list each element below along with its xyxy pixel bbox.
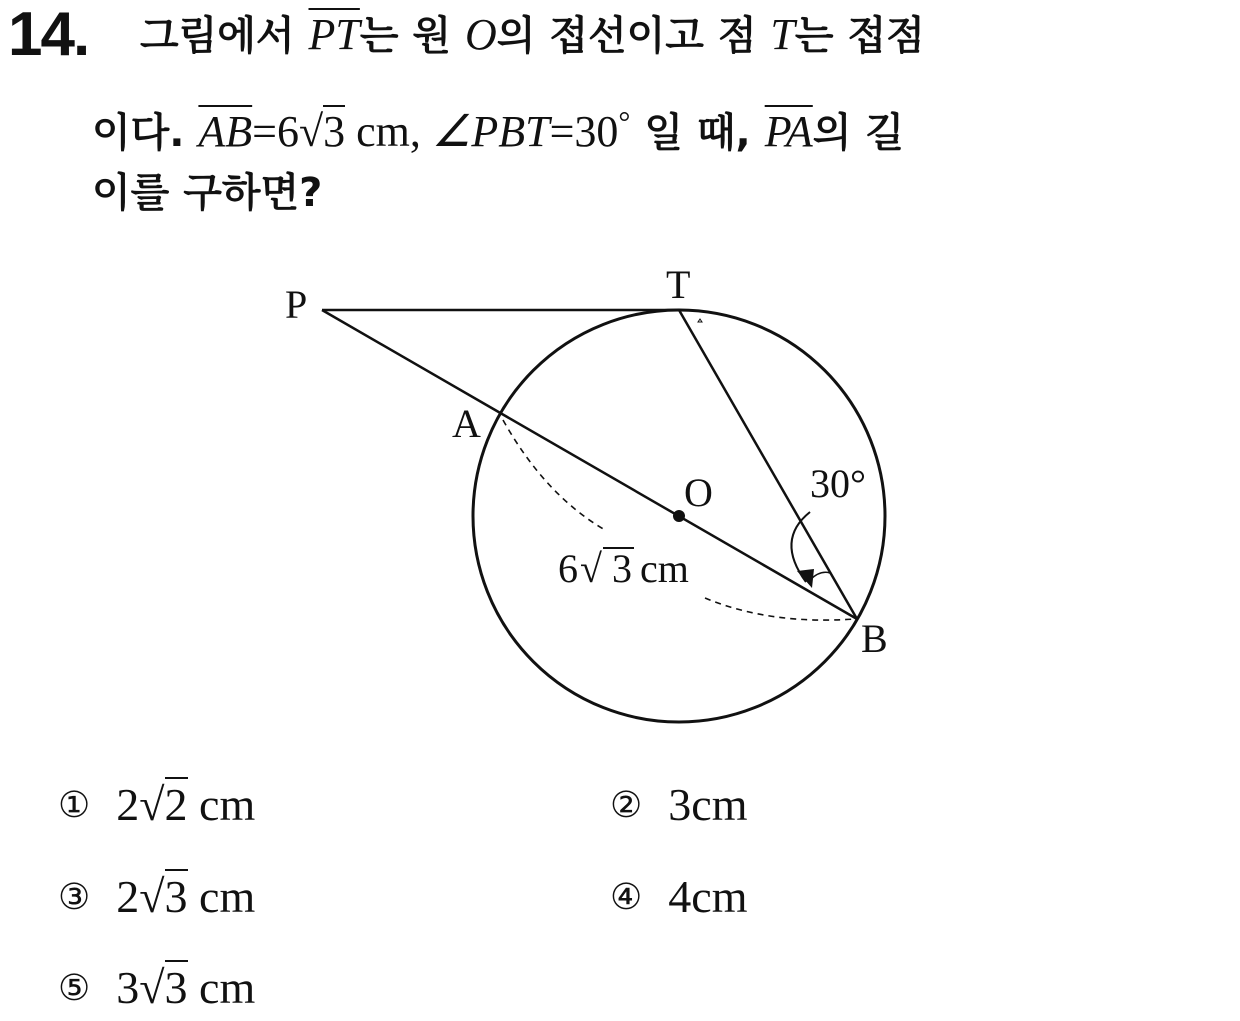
sqrt-radicand: 3 (164, 962, 188, 1013)
option-2[interactable] (610, 780, 747, 831)
sqrt-sign: √ (139, 779, 165, 830)
segment-pt: $\overline{PT}$ (308, 10, 360, 59)
option-5[interactable] (58, 963, 255, 1014)
point-t-label: T (770, 10, 795, 59)
option-coeff: 4 (668, 871, 692, 922)
sqrt-sign: √ (299, 107, 324, 156)
option-1[interactable] (58, 780, 255, 831)
question-text-segment: 는 원 (359, 13, 465, 59)
question-text-segment: 의 길 (812, 110, 904, 156)
sqrt-radicand: 3 (323, 107, 346, 156)
segment-pa: $\overline{PA}$ (764, 107, 813, 156)
dimension-arc-lower (705, 598, 855, 620)
option-number: ⑤ (58, 968, 91, 1009)
option-coeff: 2 (116, 871, 140, 922)
option-coeff: 2 (116, 779, 140, 830)
option-number: ③ (58, 877, 91, 918)
unit-cm: cm, (345, 107, 432, 156)
sqrt-sign: √ (139, 962, 165, 1013)
option-unit: cm (691, 779, 748, 830)
option-unit: cm (187, 962, 256, 1013)
sqrt-radicand: 2 (164, 779, 188, 830)
small-tick-mark (698, 319, 702, 322)
option-number: ④ (610, 877, 643, 918)
sqrt-radicand: 3 (164, 871, 188, 922)
option-unit: cm (187, 779, 256, 830)
question-text-segment: 이다. (92, 110, 199, 156)
option-unit: cm (187, 871, 256, 922)
dimension-arc-upper (503, 420, 605, 530)
option-4[interactable] (610, 872, 747, 923)
segment-ab: $\overline{AB}$ (198, 107, 253, 156)
length-sqrt-radicand: 3 (612, 546, 632, 591)
angle-label: 30° (810, 461, 866, 506)
question-text-segment: 의 접선이고 점 (496, 13, 771, 59)
question-number: 14. (8, 0, 89, 69)
option-unit: cm (691, 871, 748, 922)
option-3[interactable] (58, 872, 255, 923)
length-sqrt-sign: √ (580, 546, 602, 591)
option-number: ② (610, 785, 643, 826)
option-number: ① (58, 785, 91, 826)
equals-thirty: =30 (549, 107, 619, 156)
label-o: O (684, 470, 713, 515)
length-coeff: 6 (558, 546, 578, 591)
question-text-segment: 그림에서 (140, 13, 309, 59)
degree-symbol: ° (618, 106, 631, 139)
question-text-segment: 는 접점 (794, 13, 925, 59)
question-line-3: 이를 구하면? (92, 170, 323, 216)
length-unit: cm (640, 546, 689, 591)
option-coeff: 3 (668, 779, 692, 830)
label-t: T (666, 262, 691, 307)
label-p: P (285, 282, 308, 327)
label-b: B (861, 616, 888, 661)
question-text-segment: 일 때, (630, 110, 765, 156)
sqrt-sign: √ (139, 871, 165, 922)
angle-pbt: ∠PBT (431, 107, 550, 156)
option-coeff: 3 (116, 962, 140, 1013)
label-a: A (452, 401, 481, 446)
equals-six: =6 (252, 107, 299, 156)
circle-o-label: O (465, 10, 497, 59)
